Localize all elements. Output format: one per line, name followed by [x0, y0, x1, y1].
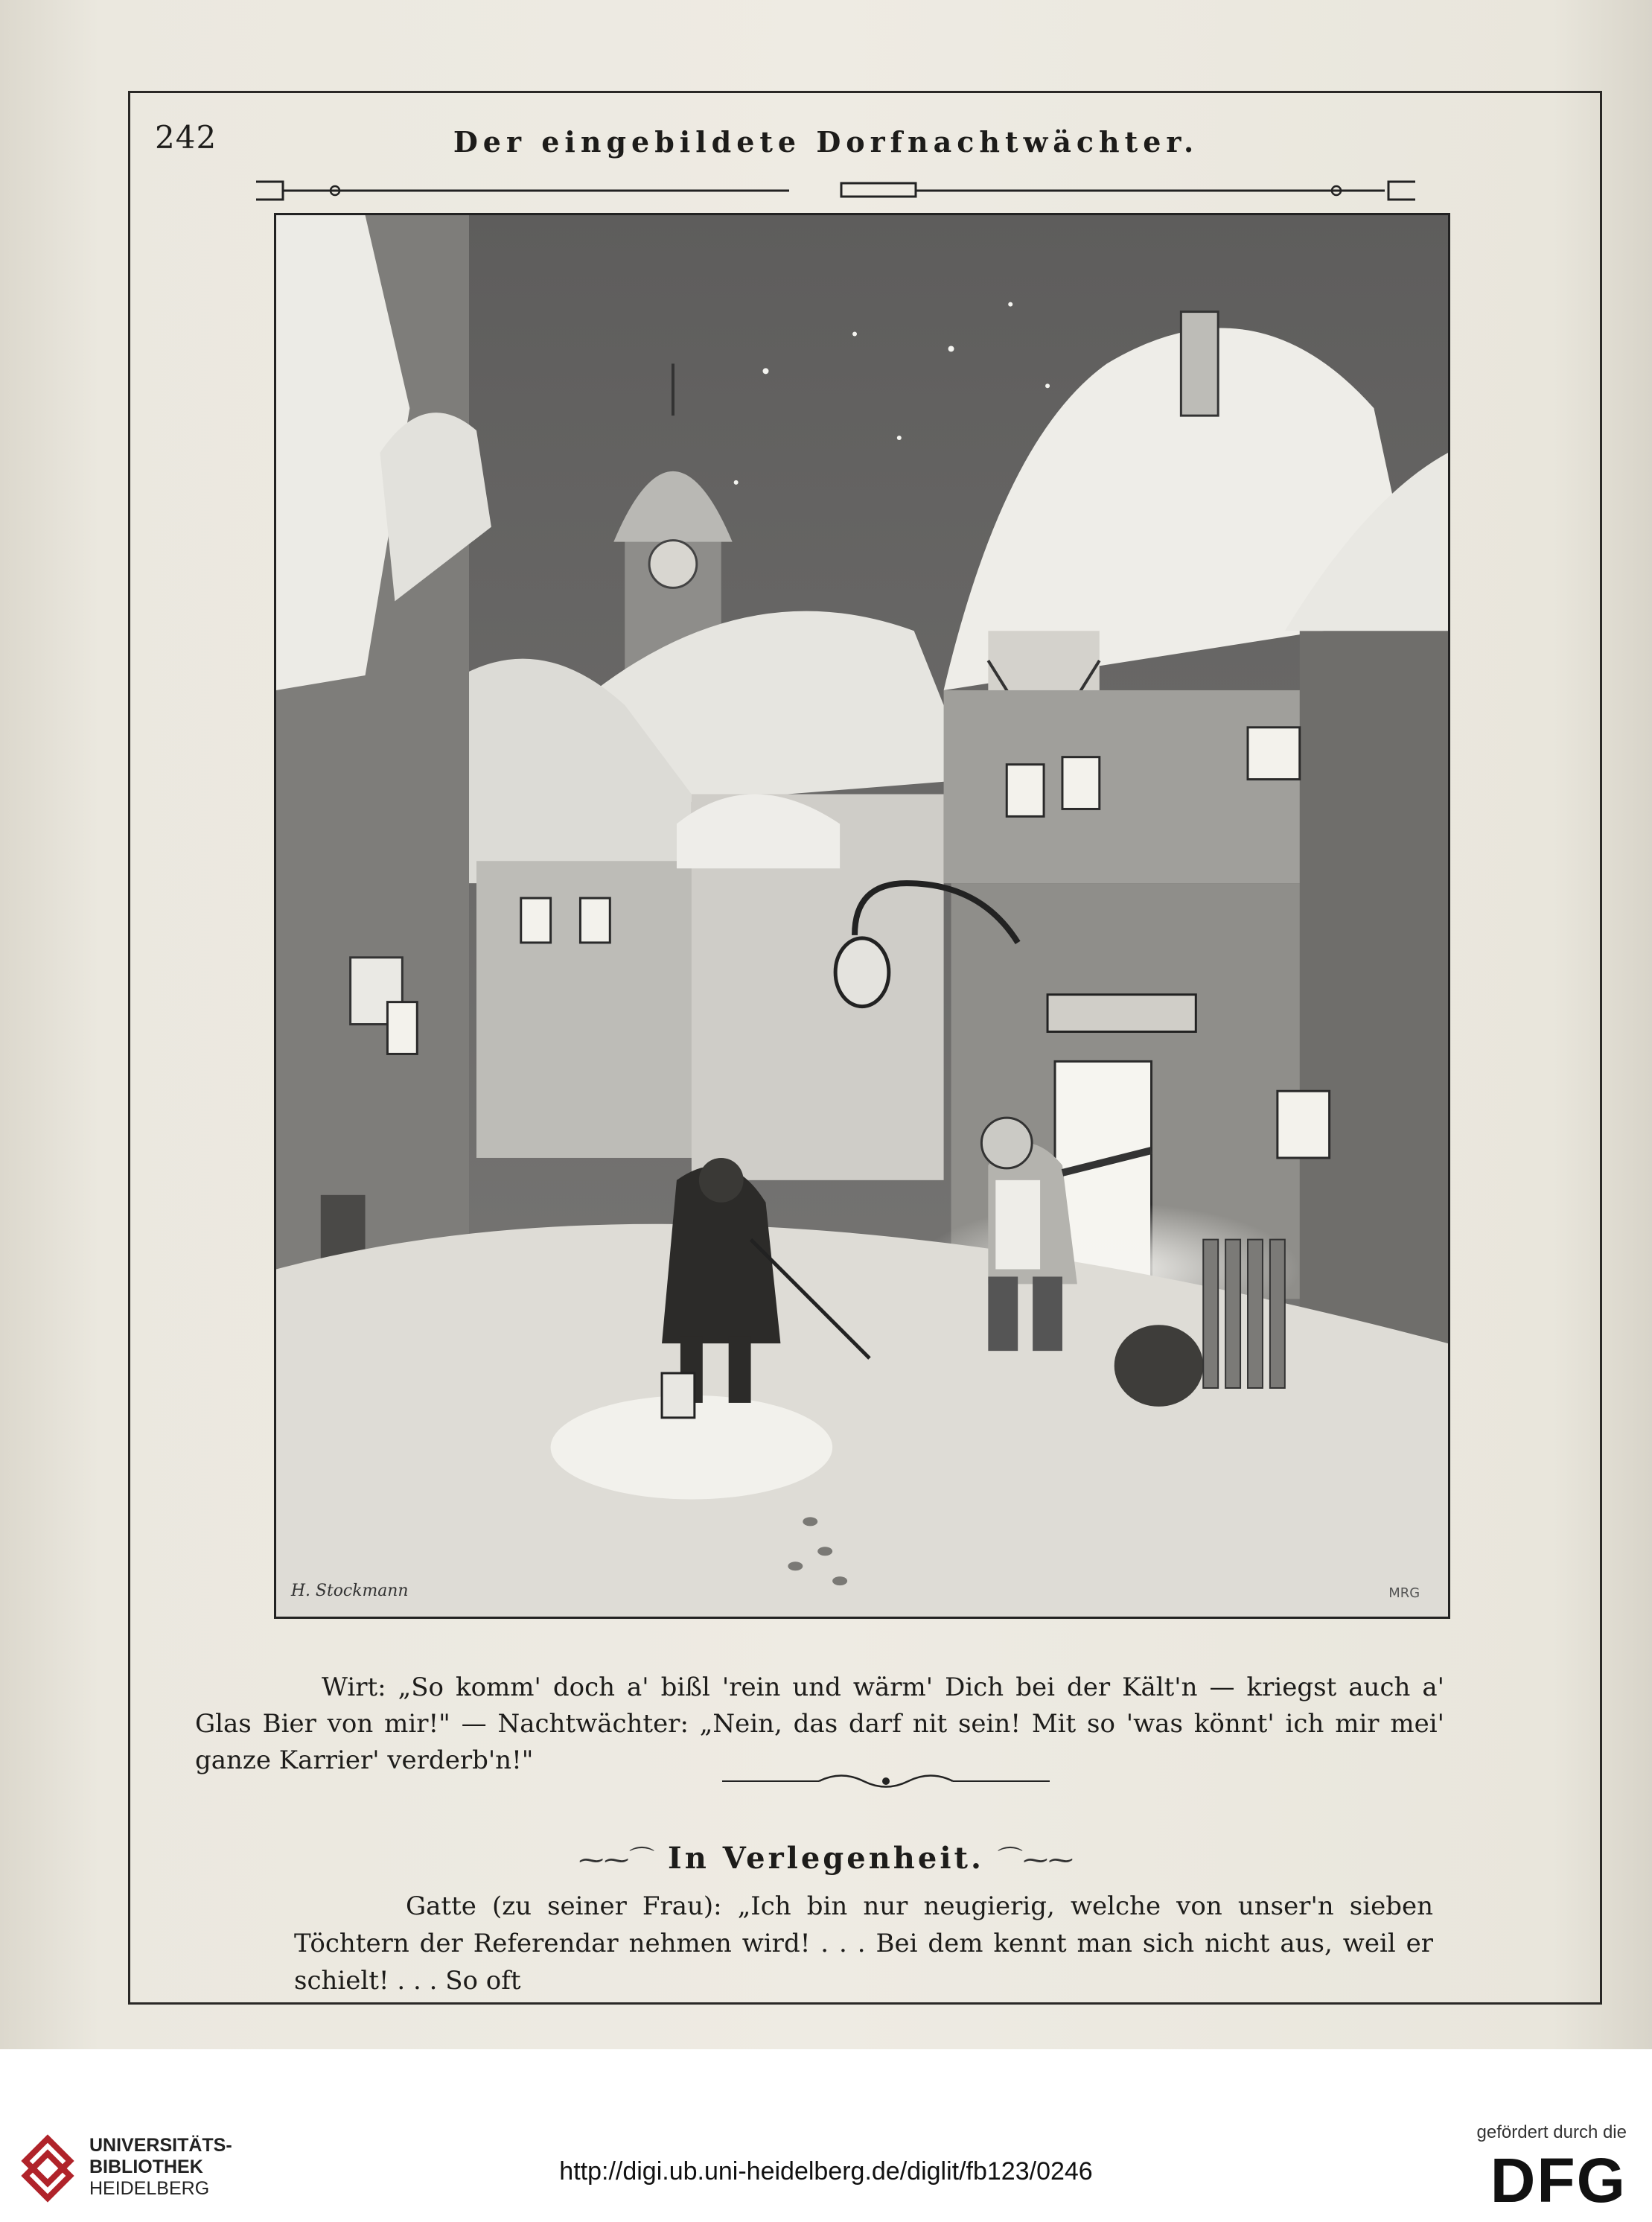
engraver-monogram: MRG	[1388, 1585, 1420, 1602]
winter-street-illustration	[274, 213, 1450, 1619]
left-swash-ornament: ⁓⁓⌒	[578, 1845, 655, 1875]
funded-by-label: gefördert durch die	[1476, 2122, 1627, 2142]
section-body	[294, 1888, 1433, 1999]
library-name: UNIVERSITÄTS- BIBLIOTHEK HEIDELBERG	[89, 2135, 232, 2199]
running-title: Der eingebildete Dorfnachtwächter.	[453, 125, 1199, 159]
section-title	[0, 1839, 1652, 1876]
artist-signature: H. Stockmann	[290, 1582, 409, 1601]
illustration-drawing	[276, 215, 1448, 1617]
page-number: 242	[155, 119, 217, 156]
right-swash-ornament: ⌒⁓⁓	[997, 1845, 1074, 1875]
illustration-caption	[195, 1669, 1444, 1779]
caption-text: Wirt: „So komm' doch a' bißl 'rein und wärm' Dich bei der Kält'n — kriegst auch a' Glas Bier von mir!" — Nachtwächter: „Nein, das darf nit sein! Mit so 'was könnt' ich mir mei' ganze Karrier' verderb'n!"	[195, 1672, 1444, 1775]
section-title-text: In Verlegenheit.	[668, 1841, 984, 1876]
section-divider-ornament	[722, 1769, 1050, 1794]
digitization-footer	[0, 2049, 1652, 2222]
header-ornament	[253, 177, 1418, 204]
permalink-url[interactable]: http://digi.ub.uni-heidelberg.de/diglit/fb123/0246	[559, 2157, 1093, 2186]
dfg-logo: DFG	[1490, 2145, 1627, 2215]
section-body-text: Gatte (zu seiner Frau): „Ich bin nur neugierig, welche von unser'n sieben Töchtern der Referendar nehmen wird! . . . Bei dem kennt man sich nicht aus, weil er schielt! . . . So oft	[294, 1891, 1433, 1996]
